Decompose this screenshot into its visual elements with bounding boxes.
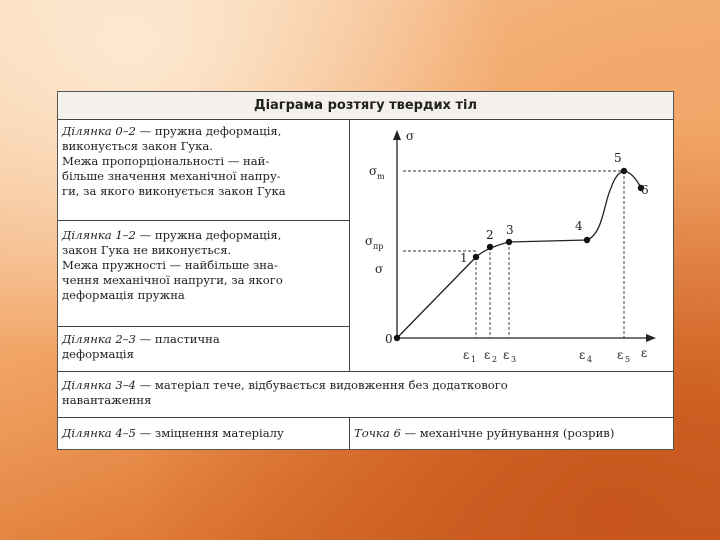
section-2-3-head: Ділянка 2–3 [62,332,136,346]
eps-4-label: ε [579,348,586,362]
point-2 [487,244,493,250]
point-4 [584,237,590,243]
sigma-pr-label: σ [365,234,374,248]
y-axis-arrow [393,130,401,140]
origin-label: 0 [385,332,393,346]
point-0 [394,335,400,341]
eps-2-sub: 2 [492,355,498,364]
point-2-label: 2 [486,228,494,242]
eps-1-label: ε [463,348,470,362]
eps-2-label: ε [484,348,491,362]
section-0-2: Ділянка 0–2 — пружна деформація, виконується закон Гука. Межа пропорціональності — най- більше значення механічної напру- ги, за якого виконується закон Гука [62,124,286,198]
panel-title: Діаграма розтягу твердих тіл [58,92,673,120]
axis-x-label: ε [641,346,648,360]
eps-5-sub: 5 [625,355,631,364]
section-3-4-head: Ділянка 3–4 [62,378,136,392]
x-axis-arrow [646,334,656,342]
eps-labels [463,348,630,364]
guide-lines [403,171,624,338]
sigma-m-sub: m [377,172,385,181]
section-2-3: Ділянка 2–3 — пластична деформація [62,332,220,361]
section-1-2: Ділянка 1–2 — пружна деформація, закон Гука не виконується. Межа пружності — найбільше зна- чення механічної напруги, за якого деформація пружна [62,228,283,302]
point-5 [621,168,627,174]
section-3-4: Ділянка 3–4 — матеріал тече, відбувається видовження без додаткового навантаження [62,378,508,407]
eps-3-label: ε [503,348,510,362]
point-1 [473,254,479,260]
point-5-label: 5 [614,151,622,165]
eps-5-label: ε [617,348,624,362]
axis-y-label: σ [406,129,415,143]
eps-4-sub: 4 [587,355,593,364]
point-1-label: 1 [460,251,468,265]
point-6-label: 6 [641,183,649,197]
sigma-pr-sub: пр [373,242,384,251]
stress-strain-diagram [58,92,675,451]
point-3 [506,239,512,245]
sigma-m-label: σ [369,164,378,178]
point-3-label: 3 [506,223,514,237]
eps-1-sub: 1 [471,355,477,364]
point-6-note: Точка 6 — механічне руйнування (розрив) [354,426,615,440]
diagram-panel [57,91,674,450]
point-6-head: Точка 6 [354,426,401,440]
section-4-5: Ділянка 4–5 — зміцнення матеріалу [62,426,284,440]
eps-3-sub: 3 [511,355,517,364]
section-4-5-head: Ділянка 4–5 [62,426,136,440]
curve-points [394,168,644,341]
section-1-2-head: Ділянка 1–2 [62,228,136,242]
stress-strain-curve [397,171,641,338]
section-0-2-head: Ділянка 0–2 [62,124,136,138]
sigma-label: σ [375,262,384,276]
point-4-label: 4 [575,219,583,233]
